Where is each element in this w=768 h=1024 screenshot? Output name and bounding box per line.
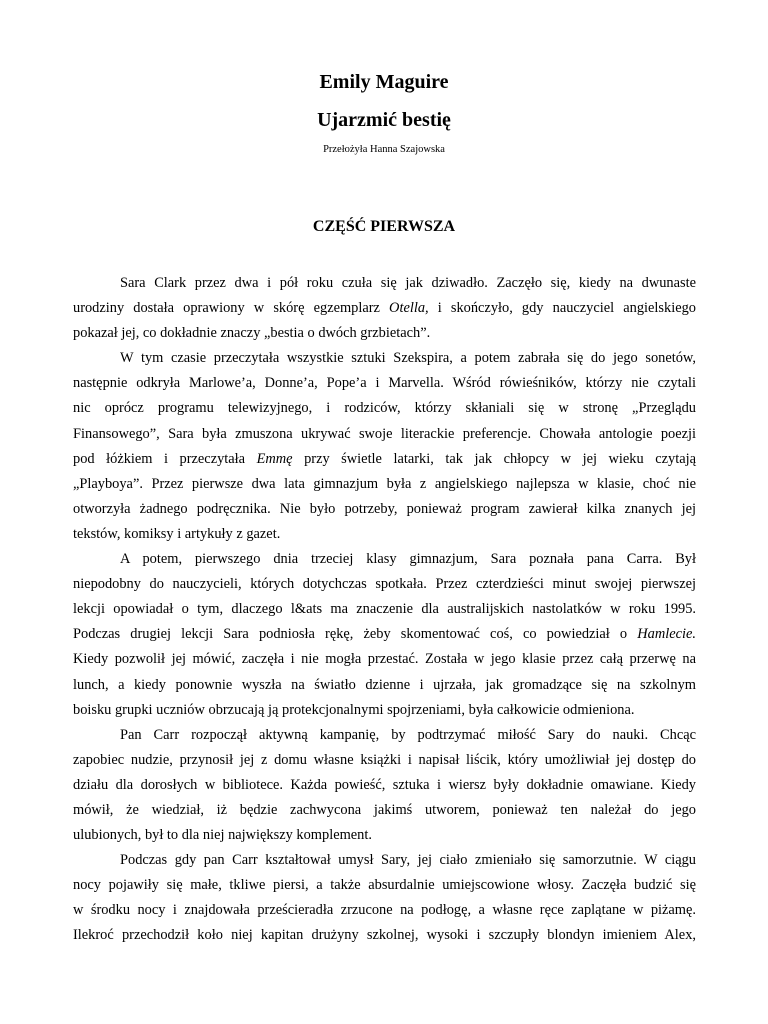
text-line — [73, 622, 696, 647]
text-line: następnie odkryła Marlowe’a, Donne’a, Pope’a i Marvella. Wśród rówieśników, którzy nie czytali — [73, 375, 696, 392]
text-line: otworzyła żadnego podręcznika. Nie było potrzeby, ponieważ program zawierał kilka znanych jej — [73, 500, 696, 517]
italic-title: Otella, — [389, 300, 429, 317]
text-line — [73, 447, 696, 472]
text-segment: pod łóżkiem i przeczytała — [73, 450, 257, 467]
text-line — [73, 296, 696, 321]
text-line: działu dla dorosłych w bibliotece. Każda powieść, sztuka i wiersz były dokładnie omawiane. Kiedy — [73, 776, 696, 793]
italic-title: Emmę — [256, 450, 293, 467]
text-line: ulubionych, był to dla niej największy komplement. — [73, 827, 372, 844]
text-line: lekcji opowiadał o tym, dlaczego l&ats ma znaczenie dla australijskich nastolatków w roku 1995. — [73, 601, 696, 618]
text-segment: urodziny dostała oprawiony w skórę egzemplarz — [73, 300, 390, 317]
text-line: mówił, że wiedział, iż będzie zachwycona jakimś utworem, ponieważ ten należał do jego — [73, 801, 696, 818]
text-line: tekstów, komiksy i artykuły z gazet. — [73, 525, 281, 542]
text-segment: przy świetle latarki, tak jak chłopcy w jej wieku czytają — [292, 450, 696, 467]
text-line: Ilekroć przechodził koło niej kapitan drużyny szkolnej, wysoki i szczupły blondyn imieniem Alex, — [73, 927, 696, 944]
text-segment: i skończyło, gdy nauczyciel angielskiego — [428, 300, 696, 317]
text-line: w środku nocy i znajdowała prześcieradła zrzucone na podłogę, a własne ręce zaplątane w piżamę. — [73, 902, 696, 919]
text-line: nic oprócz programu telewizyjnego, i rodziców, którzy skłaniali się w stronę „Przeglądu — [73, 400, 696, 417]
text-line: boisku grupki uczniów obrzucają ją protekcjonalnymi spojrzeniami, była całkowicie odmieniona. — [73, 701, 635, 718]
text-line: zapobiec nudzie, przynosił jej z domu własne książki i napisał liścik, który umożliwiał jej dostęp do — [73, 751, 696, 768]
book-title: Ujarzmić bestię — [317, 109, 451, 131]
text-line: lunch, a kiedy ponownie wyszła na światło dzienne i ujrzała, jak gromadzące się na szkolnym — [73, 676, 696, 693]
text-line: „Playboya”. Przez pierwsze dwa lata gimnazjum była z angielskiego najlepsza w klasie, choć nie — [73, 475, 696, 492]
author-name: Emily Maguire — [319, 71, 449, 93]
text-line: pokazał jej, co dokładnie znaczy „bestia o dwóch grzbietach”. — [73, 325, 431, 342]
body-text — [73, 271, 696, 949]
text-line: Podczas gdy pan Carr kształtował umysł Sary, jej ciało zmieniało się samorzutnie. W ciągu — [120, 852, 696, 869]
text-line: Pan Carr rozpoczął aktywną kampanię, by podtrzymać miłość Sary do nauki. Chcąc — [120, 726, 696, 743]
text-line: A potem, pierwszego dnia trzeciej klasy gimnazjum, Sara poznała pana Carra. Był — [120, 551, 696, 568]
text-line: niepodobny do nauczycieli, których dotychczas spotkała. Przez czterdzieści minut swojej pierwszej — [73, 576, 696, 593]
italic-title: Hamlecie. — [637, 626, 696, 643]
text-line: Kiedy pozwolił jej mówić, zaczęła i nie mogła przestać. Została w jego klasie przez całą przerwę na — [73, 651, 696, 668]
text-line: Sara Clark przez dwa i pół roku czuła się jak dziwadło. Zaczęło się, kiedy na dwunaste — [120, 275, 696, 291]
translator-credit: Przełożyła Hanna Szajowska — [323, 144, 445, 155]
part-heading: CZĘŚĆ PIERWSZA — [312, 218, 456, 235]
text-segment: Podczas drugiej lekcji Sara podniosła rękę, żeby skomentować coś, co powiedział o — [73, 626, 638, 643]
text-line: nocy pojawiły się małe, tkliwe piersi, a także absurdalnie umiejscowione włosy. Zaczęła budzić się — [73, 877, 696, 894]
text-line: Finansowego”, Sara była zmuszona ukrywać swoje literackie preferencje. Chowała antologie poezji — [73, 425, 696, 442]
text-line: W tym czasie przeczytała wszystkie sztuki Szekspira, a potem zabrała się do jego sonetów, — [120, 350, 696, 367]
